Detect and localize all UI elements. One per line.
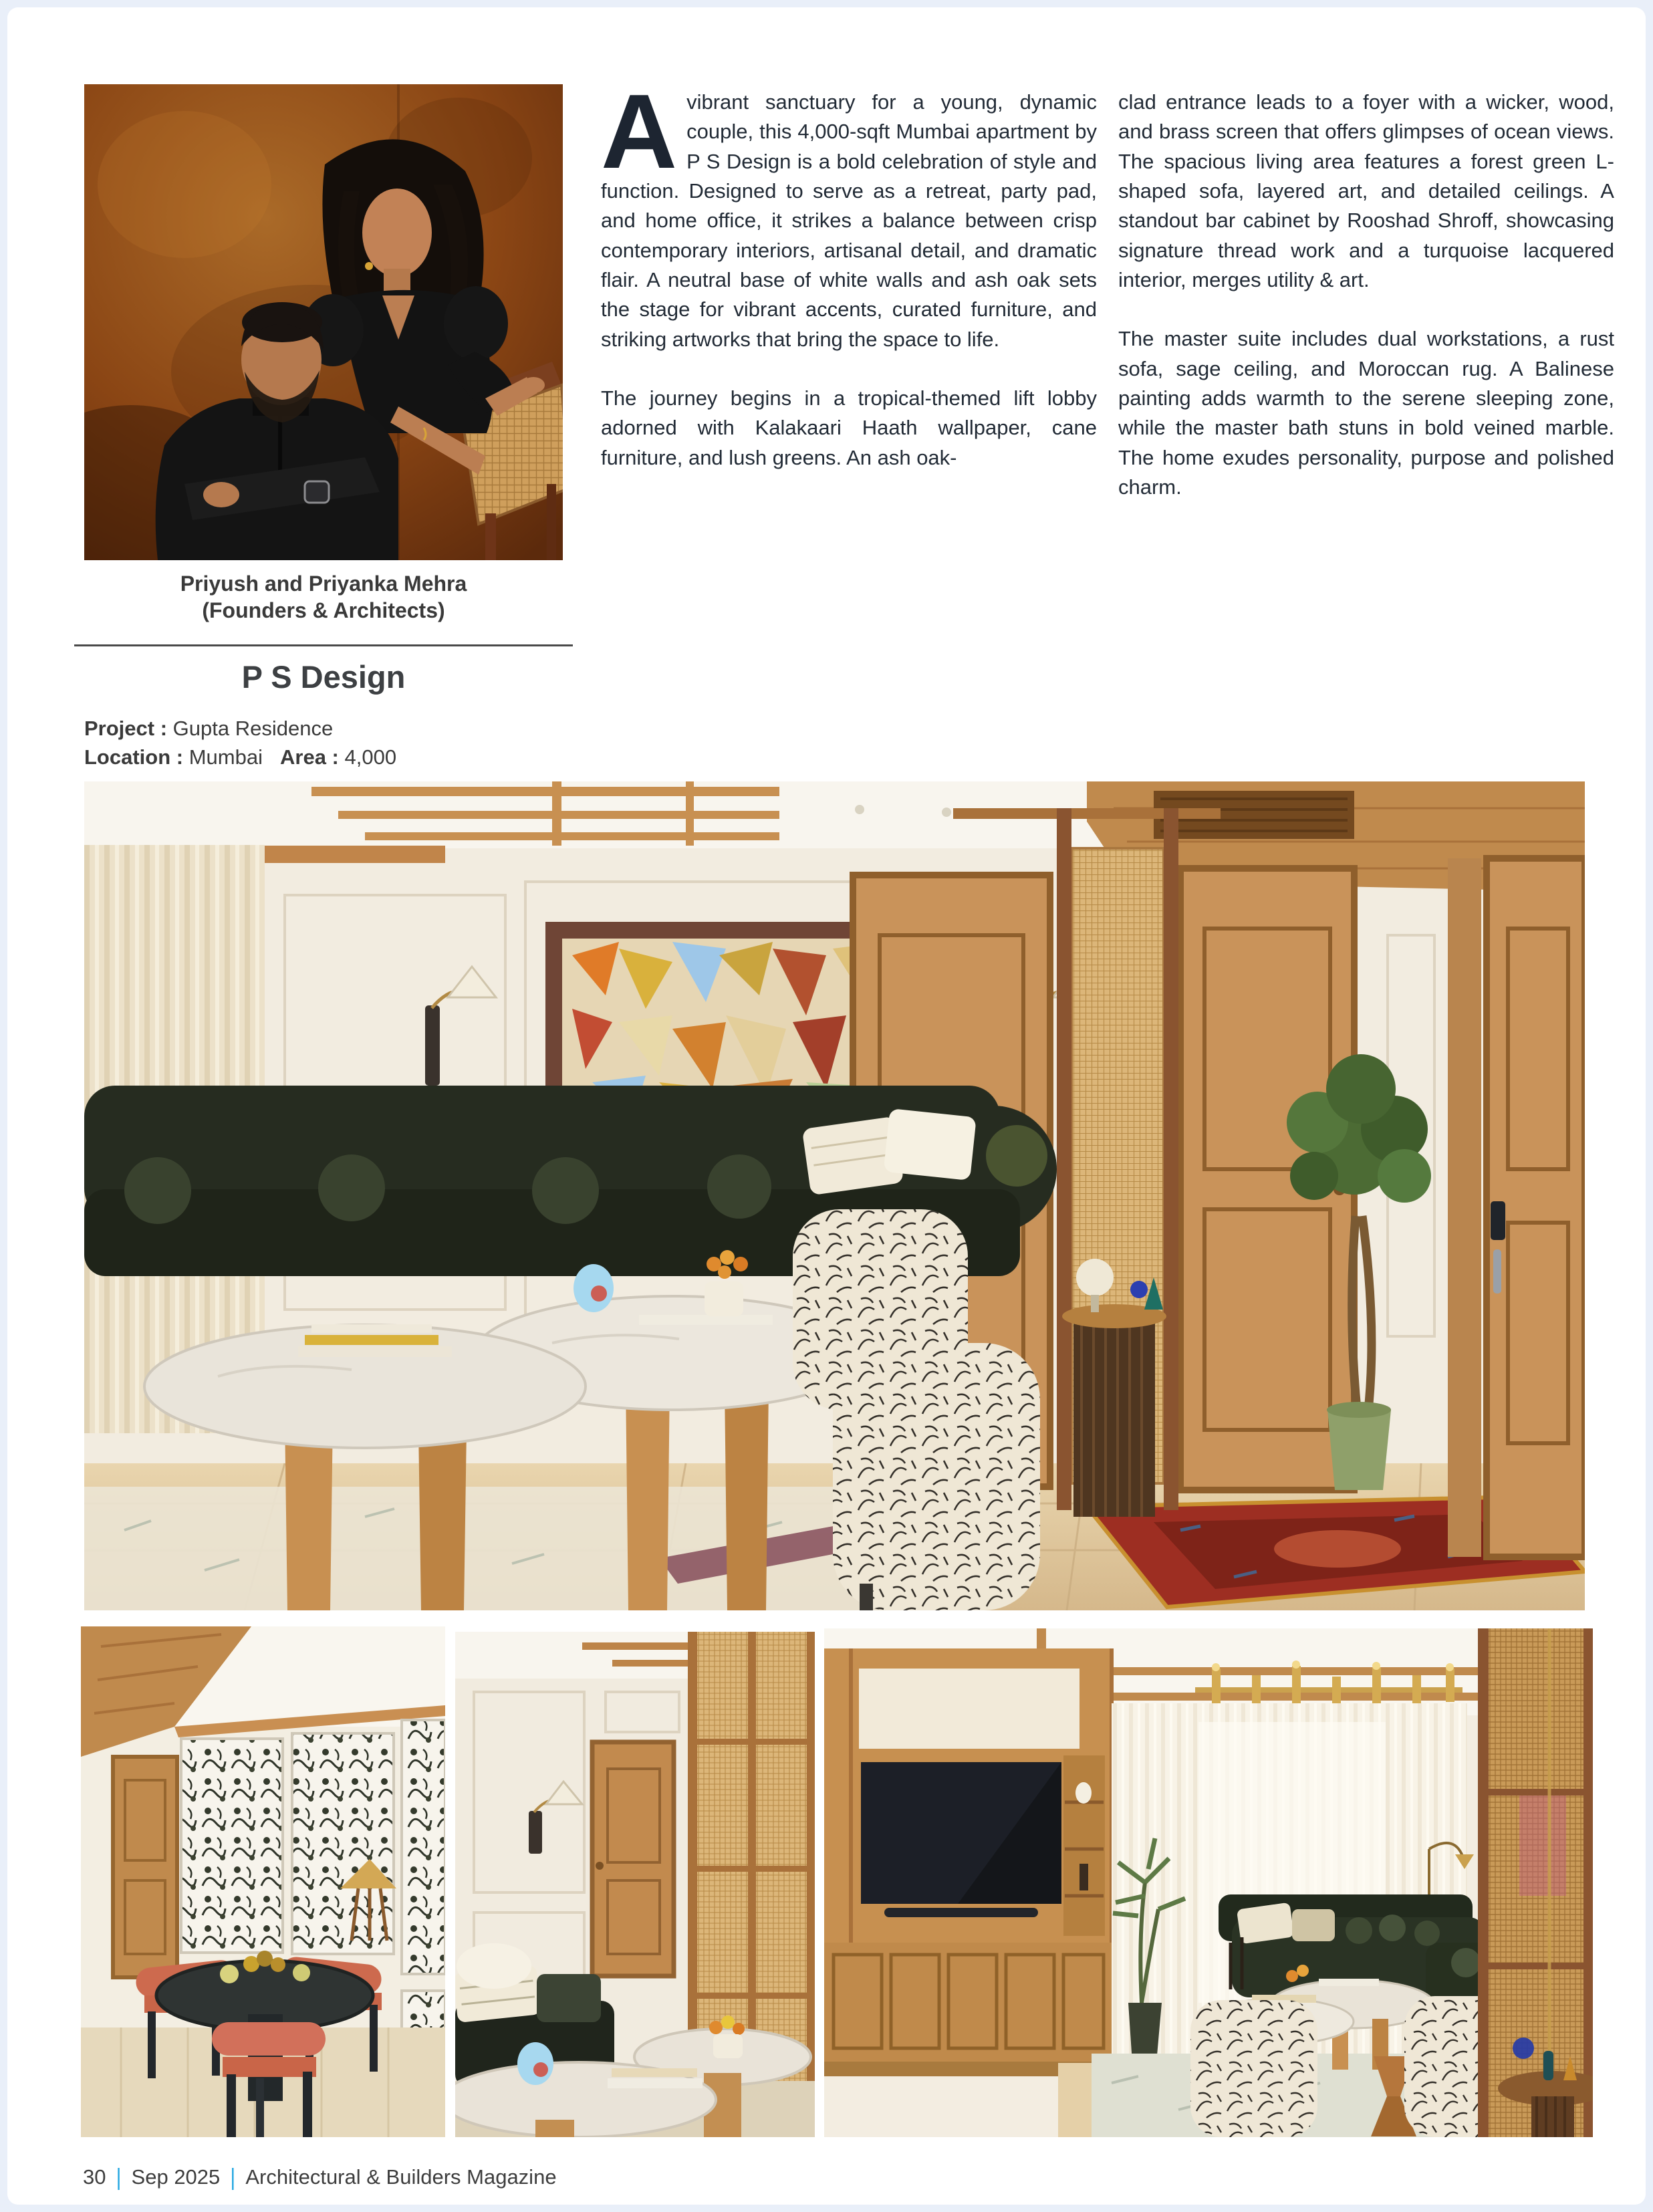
area-value: 4,000 <box>344 745 397 769</box>
article-paragraph <box>1118 324 1614 502</box>
living-room-illustration <box>84 781 1585 1610</box>
cane-screen <box>1478 1628 1593 2137</box>
caption-role: (Founders & Architects) <box>202 598 445 622</box>
lounge-corner-illustration <box>455 1632 815 2137</box>
page-number: 30 <box>83 2165 106 2189</box>
article-text: The journey begins in a tropical-themed lift lobby adorned with Kalakaari Haath wallpaper, cane furniture, and lush greens. An ash oak- <box>601 386 1097 469</box>
magazine-name: Architectural & Builders Magazine <box>245 2165 557 2189</box>
portrait-caption <box>74 570 573 624</box>
wood-door <box>113 1757 177 1977</box>
drop-cap: A <box>601 73 678 191</box>
wood-door <box>592 1742 674 1976</box>
location-value: Mumbai <box>188 745 263 769</box>
article-text: vibrant sanctuary for a young, dynamic couple, this 4,000-sqft Mumbai apartment by P S Design is a bold celebration of style and function. Designed to serve as a retreat, party pad, and home office, it strikes a balance between crisp contemporary interiors, artisanal detail, and dramatic flair. A neutral base of white walls and ash oak sets the stage for vibrant accents, curated furniture, and striking artworks that bring the space to life. <box>601 90 1097 351</box>
article-column-2 <box>1118 88 1614 502</box>
location-row <box>84 743 579 772</box>
footer-separator: | <box>230 2163 236 2191</box>
magazine-page <box>7 7 1646 2205</box>
article-paragraph <box>601 73 1097 354</box>
article-text: The master suite includes dual workstations, a rust sofa, sage ceiling, and Moroccan rug. A Balinese painting adds warmth to the serene sleeping zone, while the master bath stuns in bold veined marble. The home exudes personality, purpose and polished charm. <box>1118 327 1614 499</box>
location-label: Location : <box>84 745 184 769</box>
patterned-armchair <box>833 1343 1040 1610</box>
media-room-photo <box>824 1628 1593 2137</box>
entrance-door <box>1448 858 1585 1557</box>
caption-names: Priyush and Priyanka Mehra <box>180 572 467 596</box>
article-column-1 <box>601 73 1097 473</box>
article-text: clad entrance leads to a foyer with a wicker, wood, and brass screen that offers glimpses of ocean views. The spacious living area features a forest green L-shaped sofa, layered art, and detailed ceilings. A standout bar cabinet by Rooshad Shroff, showcasing signature thread work and a turquoise lacquered interior, merges utility & art. <box>1118 90 1614 291</box>
dining-room-photo <box>81 1626 445 2137</box>
tv-wall-unit <box>824 1648 1112 2076</box>
founders-portrait-illustration <box>84 84 563 560</box>
page-footer <box>83 2165 557 2189</box>
area-label: Area : <box>280 745 339 769</box>
project-row <box>84 715 579 743</box>
lounge-corner-photo <box>455 1632 815 2137</box>
article-paragraph <box>601 384 1097 473</box>
studio-name: P S Design <box>241 659 406 695</box>
patterned-armchair <box>1190 2000 1317 2137</box>
media-room-illustration <box>824 1628 1593 2137</box>
issue-date: Sep 2025 <box>131 2165 221 2189</box>
living-room-photo <box>84 781 1585 1610</box>
article-paragraph <box>1118 88 1614 295</box>
footer-separator: | <box>116 2163 122 2191</box>
divider-rule <box>74 644 573 646</box>
project-details <box>84 715 579 772</box>
founders-portrait-photo <box>84 84 563 560</box>
dining-room-illustration <box>81 1626 445 2137</box>
project-value: Gupta Residence <box>172 717 334 740</box>
project-label: Project : <box>84 717 168 740</box>
